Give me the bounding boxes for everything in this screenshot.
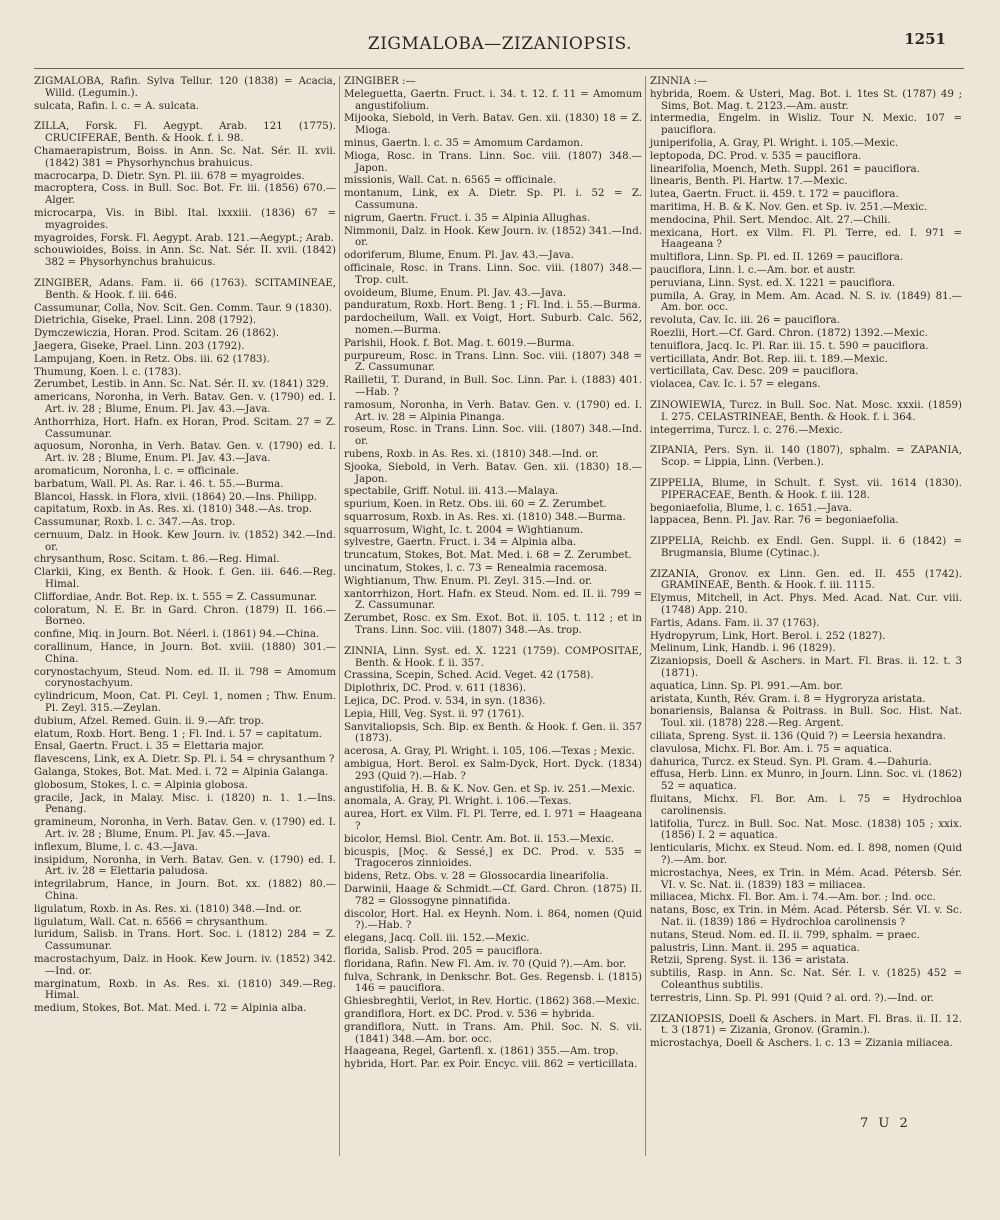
section-gap: [650, 561, 962, 569]
index-entry: Lampujang, Koen. in Retz. Obs. iii. 62 (1783).: [34, 353, 270, 365]
index-entry: ZINOWIEWIA, Turcz. in Bull. Soc. Nat. Mosc. xxxii. (1859) I. 275. CELASTRINEAE, Benth. & Hook. f. i. 364.: [650, 399, 962, 423]
index-entry: flavescens, Link, ex A. Dietr. Sp. Pl. i. 54 = chrysanthum ?: [34, 754, 335, 766]
index-entry: montanum, Link, ex A. Dietr. Sp. Pl. i. 52 = Z. Cassumuna.: [344, 188, 642, 211]
index-entry: Cassumunar, Roxb. l. c. 347.—As. trop.: [34, 517, 236, 529]
index-entry: corallinum, Hance, in Journ. Bot. xviii. (1880) 301.—China.: [34, 642, 336, 665]
index-entry: hybrida, Roem. & Usteri, Mag. Bot. i. 1tes St. (1787) 49 ; Sims, Bot. Mag. t. 2123.—Am. austr.: [650, 88, 962, 112]
column-divider: [339, 76, 340, 1156]
index-entry: fulva, Schrank, in Denkschr. Bot. Ges. Regensb. i. (1815) 146 = pauciflora.: [344, 971, 642, 995]
index-entry: americans, Noronha, in Verh. Batav. Gen. v. (1790) ed. I. Art. iv. 28 ; Blume, Enum. Pl. Jav. 43.—Java.: [34, 392, 336, 415]
index-entry: Zerumbet, Rosc. ex Sm. Exot. Bot. ii. 105. t. 112 ; et in Trans. Linn. Soc. viii. (1807) 348.—As. trop.: [344, 613, 642, 637]
index-entry: anomala, A. Gray, Pl. Wright. i. 106.—Texas.: [344, 796, 572, 808]
index-entry: microstachya, Doell & Aschers. l. c. 13 = Zizania miliacea.: [650, 1038, 953, 1050]
index-entry: officinale, Rosc. in Trans. Linn. Soc. viii. (1807) 348.—Trop. cult.: [344, 262, 642, 286]
index-entry: Lejica, DC. Prod. v. 534, in syn. (1836).: [344, 696, 546, 708]
index-entry: ZINNIA, Linn. Syst. ed. X. 1221 (1759). COMPOSITAE, Benth. & Hook. f. ii. 357.: [344, 645, 642, 669]
index-entry: bidens, Retz. Obs. v. 28 = Glossocardia linearifolia.: [344, 871, 609, 883]
index-entry: Mijooka, Siebold, in Verh. Batav. Gen. xii. (1830) 18 = Z. Mioga.: [344, 113, 642, 137]
index-entry: palustris, Linn. Mant. ii. 295 = aquatica.: [650, 942, 860, 954]
index-entry: grandiflora, Nutt. in Trans. Am. Phil. Soc. N. S. vii. (1841) 348.—Am. bor. occ.: [344, 1021, 642, 1045]
index-entry: medium, Stokes, Bot. Mat. Med. i. 72 = Alpinia alba.: [34, 1003, 307, 1015]
index-entry: ZINGIBER :—: [344, 76, 416, 87]
index-entry: integerrima, Turcz. l. c. 276.—Mexic.: [650, 424, 843, 436]
index-entry: dubium, Afzel. Remed. Guin. ii. 9.—Afr. trop.: [34, 715, 264, 727]
index-entry: roseum, Rosc. in Trans. Linn. Soc. viii. (1807) 348.—Ind. or.: [344, 424, 642, 448]
index-entry: Sanvitaliopsis, Sch. Bip. ex Benth. & Hook. f. Gen. ii. 357 (1873).: [344, 721, 642, 745]
index-entry: microcarpa, Vis. in Bibl. Ital. lxxxiii. (1836) 67 = myagroides.: [34, 207, 336, 231]
index-entry: Zerumbet, Lestib. in Ann. Sc. Nat. Sér. II. xv. (1841) 329.: [34, 379, 329, 391]
index-entry: lappacea, Benn. Pl. Jav. Rar. 76 = begoniaefolia.: [650, 515, 899, 527]
section-gap: [344, 638, 642, 646]
index-entry: Jaegera, Giseke, Prael. Linn. 203 (1792).: [34, 340, 245, 352]
index-entry: linearis, Benth. Pl. Hartw. 17.—Mexic.: [650, 176, 848, 188]
index-entry: ZIZANIA, Gronov. ex Linn. Gen. ed. II. 455 (1742). GRAMINEAE, Benth. & Hook. f. iii. 1115.: [650, 568, 962, 592]
index-entry: elatum, Roxb. Hort. Beng. 1 ; Fl. Ind. i. 57 = capitatum.: [34, 728, 323, 740]
index-entry: florida, Salisb. Prod. 205 = pauciflora.: [344, 945, 543, 957]
signature-mark: 7 U 2: [860, 1116, 911, 1131]
index-entry: mexicana, Hort. ex Vilm. Fl. Pl. Terre, ed. I. 971 = Haageana ?: [650, 227, 962, 251]
index-entry: ZIGMALOBA, Rafin. Sylva Tellur. 120 (1838) = Acacia, Willd. (Legumin.).: [34, 76, 336, 99]
index-entry: Dietrichia, Giseke, Prael. Linn. 208 (1792).: [34, 315, 257, 327]
index-entry: pumila, A. Gray, in Mem. Am. Acad. N. S. iv. (1849) 81.—Am. bor. occ.: [650, 290, 962, 314]
index-entry: macroptera, Coss. in Bull. Soc. Bot. Fr. iii. (1856) 670.—Alger.: [34, 183, 336, 207]
index-entry: ZINNIA :—: [650, 76, 708, 87]
index-entry: Blancoi, Hassk. in Flora, xlvii. (1864) 20.—Ins. Philipp.: [34, 491, 317, 503]
text-column-right: [650, 76, 962, 1051]
index-entry: chrysanthum, Rosc. Scitam. t. 86.—Reg. Himal.: [34, 554, 280, 566]
index-entry: odoriferum, Blume, Enum. Pl. Jav. 43.—Java.: [344, 250, 574, 262]
index-entry: intermedia, Engelm. in Wisliz. Tour N. Mexic. 107 = pauciflora.: [650, 113, 962, 137]
index-entry: bicolor, Hemsl. Biol. Centr. Am. Bot. ii. 153.—Mexic.: [344, 833, 615, 845]
index-entry: Ensal, Gaertn. Fruct. i. 35 = Elettaria major.: [34, 741, 265, 753]
index-entry: ZINGIBER, Adans. Fam. ii. 66 (1763). SCITAMINEAE, Benth. & Hook. f. iii. 646.: [34, 277, 336, 301]
index-entry: multiflora, Linn. Sp. Pl. ed. II. 1269 = pauciflora.: [650, 252, 904, 264]
index-entry: maritima, H. B. & K. Nov. Gen. et Sp. iv. 251.—Mexic.: [650, 201, 928, 213]
index-entry: Cliffordiae, Andr. Bot. Rep. ix. t. 555 = Z. Cassumunar.: [34, 591, 318, 603]
index-entry: marginatum, Roxb. in As. Res. xi. (1810) 349.—Reg. Himal.: [34, 978, 336, 1002]
index-entry: pardocheilum, Wall. ex Voigt, Hort. Suburb. Calc. 562, nomen.—Burma.: [344, 313, 642, 336]
index-entry: revoluta, Cav. Ic. iii. 26 = pauciflora.: [650, 315, 840, 327]
index-entry: xantorrhizon, Hort. Hafn. ex Steud. Nom. ed. II. ii. 799 = Z. Cassumunar.: [344, 588, 642, 612]
index-entry: Lepia, Hill, Veg. Syst. ii. 97 (1761).: [344, 708, 525, 720]
index-entry: Retzii, Spreng. Syst. ii. 136 = aristata.: [650, 955, 850, 967]
index-entry: microstachya, Nees, ex Trin. in Mém. Acad. Pétersb. Sér. VI. v. Sc. Nat. ii. (1839) 183 = miliacea.: [650, 867, 962, 891]
index-entry: fluitans, Michx. Fl. Bor. Am. i. 75 = Hydrochloa carolinensis.: [650, 794, 962, 817]
index-entry: gracile, Jack, in Malay. Misc. i. (1820) n. 1. 1.—Ins. Penang.: [34, 792, 336, 816]
index-entry: Chamaerapistrum, Boiss. in Ann. Sc. Nat. Sér. II. xvii. (1842) 381 = Physorhynchus brahuicus.: [34, 145, 336, 169]
index-entry: ligulatum, Roxb. in As. Res. xi. (1810) 348.—Ind. or.: [34, 903, 302, 915]
index-entry: Darwinii, Haage & Schmidt.—Cf. Gard. Chron. (1875) II. 782 = Glossogyne pinnatifida.: [344, 884, 642, 907]
running-head: ZIGMALOBA—ZIZANIOPSIS.: [367, 34, 633, 54]
section-gap: [650, 470, 962, 478]
index-entry: discolor, Hort. Hal. ex Heynh. Nom. i. 864, nomen (Quid ?).—Hab. ?: [344, 908, 642, 932]
index-entry: ovoideum, Blume, Enum. Pl. Jav. 43.—Java.: [344, 287, 567, 299]
index-entry: myagroides, Forsk. Fl. Aegypt. Arab. 121.—Aegypt.; Arab.: [34, 232, 334, 244]
index-entry: Wightianum, Thw. Enum. Pl. Zeyl. 315.—Ind. or.: [344, 575, 593, 587]
section-gap: [34, 270, 336, 278]
index-entry: tenuiflora, Jacq. Ic. Pl. Rar. iii. 15. t. 590 = pauciflora.: [650, 340, 929, 352]
index-entry: hybrida, Hort. Par. ex Poir. Encyc. viii. 862 = verticillata.: [344, 1059, 638, 1071]
index-entry: aurea, Hort. ex Vilm. Fl. Pl. Terre, ed. I. 971 = Haageana ?: [344, 809, 642, 833]
index-entry: capitatum, Roxb. in As. Res. xi. (1810) 348.—As. trop.: [34, 504, 312, 516]
index-entry: confine, Miq. in Journ. Bot. Néerl. i. (1861) 94.—China.: [34, 629, 320, 641]
index-entry: macrostachyum, Dalz. in Hook. Kew Journ. iv. (1852) 342.—Ind. or.: [34, 953, 336, 977]
index-entry: cernuum, Dalz. in Hook. Kew Journ. iv. (1852) 342.—Ind. or.: [34, 529, 336, 553]
index-entry: bonariensis, Balansa & Poitrass. in Bull. Soc. Hist. Nat. Toul. xii. (1878) 228.—Reg. Argent.: [650, 706, 962, 730]
index-entry: ramosum, Noronha, in Verh. Batav. Gen. v. (1790) ed. I. Art. iv. 28 = Alpinia Pinanga.: [344, 399, 642, 423]
index-entry: angustifolia, H. B. & K. Nov. Gen. et Sp. iv. 251.—Mexic.: [344, 783, 636, 795]
index-entry: integrilabrum, Hance, in Journ. Bot. xx. (1882) 80.—China.: [34, 879, 336, 902]
index-entry: floridana, Rafin. New Fl. Am. iv. 70 (Quid ?).—Am. bor.: [344, 958, 627, 970]
index-entry: subtilis, Rasp. in Ann. Sc. Nat. Sér. I. v. (1825) 452 = Coleanthus subtilis.: [650, 968, 962, 991]
index-entry: Cassumunar, Colla, Nov. Scit. Gen. Comm. Taur. 9 (1830).: [34, 302, 333, 314]
index-entry: Nimmonii, Dalz. in Hook. Kew Journ. iv. (1852) 341.—Ind. or.: [344, 225, 643, 249]
index-entry: begoniaefolia, Blume, l. c. 1651.—Java.: [650, 502, 853, 514]
index-entry: effusa, Herb. Linn. ex Munro, in Journ. Linn. Soc. vi. (1862) 52 = aquatica.: [650, 769, 962, 793]
header-rule: [34, 68, 964, 69]
index-entry: miliacea, Michx. Fl. Bor. Am. i. 74.—Am. bor. ; Ind. occ.: [650, 892, 936, 904]
text-column-left: [34, 76, 336, 1016]
index-entry: terrestris, Linn. Sp. Pl. 991 (Quid ? al. ord. ?).—Ind. or.: [650, 992, 934, 1004]
index-entry: aromaticum, Noronha, l. c. = officinale.: [34, 465, 239, 477]
index-entry: Hydropyrum, Link, Hort. Berol. i. 252 (1827).: [650, 630, 886, 642]
index-entry: luridum, Salisb. in Trans. Hort. Soc. i. (1812) 284 = Z. Cassumunar.: [34, 929, 336, 953]
section-gap: [650, 392, 962, 400]
index-entry: elegans, Jacq. Coll. iii. 152.—Mexic.: [344, 933, 530, 945]
index-entry: pauciflora, Linn. l. c.—Am. bor. et austr.: [650, 264, 856, 276]
index-entry: aquatica, Linn. Sp. Pl. 991.—Am. bor.: [650, 680, 844, 692]
index-entry: Dymczewiczia, Horan. Prod. Scitam. 26 (1862).: [34, 328, 279, 340]
index-entry: ZIPANIA, Pers. Syn. ii. 140 (1807), sphalm. = ZAPANIA, Scop. = Lippia, Linn. (Verben.).: [650, 445, 962, 469]
index-entry: sulcata, Rafin. l. c. = A. sulcata.: [34, 100, 200, 112]
index-entry: Meleguetta, Gaertn. Fruct. i. 34. t. 12. f. 11 = Amomum angustifolium.: [344, 88, 642, 112]
index-entry: bicuspis, [Moç. & Sessé,] ex DC. Prod. v. 535 = Tragoceros zinnioides.: [344, 846, 642, 870]
index-entry: verticillata, Cav. Desc. 209 = pauciflora.: [650, 366, 859, 378]
index-entry: ciliata, Spreng. Syst. ii. 136 (Quid ?) = Leersia hexandra.: [650, 731, 946, 743]
index-entry: truncatum, Stokes, Bot. Mat. Med. i. 68 = Z. Zerumbet.: [344, 550, 632, 562]
index-entry: Elymus, Mitchell, in Act. Phys. Med. Acad. Nat. Cur. viii. (1748) App. 210.: [650, 593, 962, 617]
index-entry: mendocina, Phil. Sert. Mendoc. Alt. 27.—Chili.: [650, 214, 891, 226]
index-entry: Thumung, Koen. l. c. (1783).: [34, 366, 182, 378]
index-entry: gramineum, Noronha, in Verh. Batav. Gen. v. (1790) ed. I. Art. iv. 28 ; Blume, Enum. Pl. Jav. 45.—Java.: [34, 817, 336, 841]
index-entry: Ghiesbreghtii, Verlot, in Rev. Hortic. (1862) 368.—Mexic.: [344, 996, 640, 1008]
page-number: 1251: [904, 30, 946, 48]
index-entry: globosum, Stokes, l. c. = Alpinia globosa.: [34, 779, 248, 791]
index-entry: barbatum, Wall. Pl. As. Rar. i. 46. t. 55.—Burma.: [34, 478, 284, 490]
index-entry: ambigua, Hort. Berol. ex Salm-Dyck, Hort. Dyck. (1834) 293 (Quid ?).—Hab. ?: [344, 759, 642, 782]
index-entry: Roezlii, Hort.—Cf. Gard. Chron. (1872) 1392.—Mexic.: [650, 327, 928, 339]
index-entry: Clarkii, King, ex Benth. & Hook. f. Gen. iii. 646.—Reg. Himal.: [34, 567, 336, 591]
index-entry: aristata, Kunth, Rév. Gram. i. 8 = Hygroryza aristata.: [650, 693, 926, 705]
index-entry: macrocarpa, D. Dietr. Syn. Pl. iii. 678 = myagroides.: [34, 170, 305, 182]
index-entry: minus, Gaertn. l. c. 35 = Amomum Cardamon.: [344, 137, 584, 149]
index-entry: Crassina, Scepin, Sched. Acid. Veget. 42 (1758).: [344, 670, 594, 682]
index-entry: aquosum, Noronha, in Verh. Batav. Gen. v. (1790) ed. I. Art. iv. 28 ; Blume, Enum. Pl. Jav. 43.—Java.: [34, 441, 336, 465]
index-entry: violacea, Cav. Ic. i. 57 = elegans.: [650, 379, 821, 391]
index-entry: Parishii, Hook. f. Bot. Mag. t. 6019.—Burma.: [344, 337, 575, 349]
section-gap: [650, 528, 962, 536]
index-entry: squarrosum, Roxb. in As. Res. xi. (1810) 348.—Burma.: [344, 511, 626, 523]
index-entry: Zizaniopsis, Doell & Aschers. in Mart. Fl. Bras. ii. 12. t. 3 (1871).: [650, 656, 962, 680]
index-entry: nutans, Steud. Nom. ed. II. ii. 799, sphalm. = praec.: [650, 929, 920, 941]
index-entry: Haageana, Regel, Gartenfl. x. (1861) 355.—Am. trop.: [344, 1046, 619, 1058]
index-entry: verticillata, Andr. Bot. Rep. iii. t. 189.—Mexic.: [650, 353, 888, 365]
section-gap: [650, 1006, 962, 1014]
index-entry: peruviana, Linn. Syst. ed. X. 1221 = pauciflora.: [650, 277, 896, 289]
index-entry: grandiflora, Hort. ex DC. Prod. v. 536 = hybrida.: [344, 1008, 595, 1020]
index-entry: Melinum, Link, Handb. i. 96 (1829).: [650, 643, 836, 655]
index-entry: Fartis, Adans. Fam. ii. 37 (1763).: [650, 617, 820, 629]
index-entry: Sjooka, Siebold, in Verh. Batav. Gen. xii. (1830) 18.—Japon.: [344, 461, 642, 485]
index-entry: panduratum, Roxb. Hort. Beng. 1 ; Fl. Ind. i. 55.—Burma.: [344, 300, 641, 312]
index-entry: schouwioides, Boiss. in Ann. Sc. Nat. Sér. II. xvii. (1842) 382 = Physorhynchus brahuicus.: [34, 245, 336, 269]
index-entry: sylvestre, Gaertn. Fruct. i. 34 = Alpinia alba.: [344, 537, 577, 549]
index-entry: leptopoda, DC. Prod. v. 535 = pauciflora.: [650, 150, 862, 162]
index-entry: latifolia, Turcz. in Bull. Soc. Nat. Mosc. (1838) 105 ; xxix. (1856) I. 2 = aquatica.: [650, 818, 962, 842]
index-entry: ligulatum, Wall. Cat. n. 6566 = chrysanthum.: [34, 916, 268, 928]
index-entry: cylindricum, Moon, Cat. Pl. Ceyl. 1, nomen ; Thw. Enum. Pl. Zeyl. 315.—Zeylan.: [34, 691, 336, 715]
index-entry: Anthorrhiza, Hort. Hafn. ex Horan, Prod. Scitam. 27 = Z. Cassumunar.: [34, 416, 336, 440]
index-entry: ZIZANIOPSIS, Doell & Aschers. in Mart. Fl. Bras. ii. II. 12. t. 3 (1871) = Zizania, Gronov. (Gramin.).: [650, 1013, 962, 1037]
index-entry: uncinatum, Stokes, l. c. 73 = Renealmia racemosa.: [344, 563, 608, 575]
index-entry: corynostachyum, Steud. Nom. ed. II. ii. 798 = Amomum corynostachyum.: [34, 666, 336, 690]
index-entry: linearifolia, Moench, Meth. Suppl. 261 = pauciflora.: [650, 163, 920, 175]
index-entry: missionis, Wall. Cat. n. 6565 = officinale.: [344, 175, 557, 187]
index-entry: Diplothrix, DC. Prod. v. 611 (1836).: [344, 683, 527, 695]
index-entry: rubens, Roxb. in As. Res. xi. (1810) 348.—Ind. or.: [344, 448, 599, 460]
index-entry: clavulosa, Michx. Fl. Bor. Am. i. 75 = aquatica.: [650, 743, 893, 755]
index-entry: insipidum, Noronha, in Verh. Batav. Gen. v. (1790) ed. I. Art. iv. 28 = Elettaria paludosa.: [34, 854, 336, 878]
index-entry: juniperifolia, A. Gray, Pl. Wright. i. 105.—Mexic.: [650, 137, 899, 149]
index-entry: lutea, Gaertn. Fruct. ii. 459. t. 172 = pauciflora.: [650, 189, 899, 201]
index-entry: coloratum, N. E. Br. in Gard. Chron. (1879) II. 166.—Borneo.: [34, 604, 336, 628]
index-entry: Railletii, T. Durand, in Bull. Soc. Linn. Par. i. (1883) 401.—Hab. ?: [344, 375, 642, 398]
index-entry: squarrosum, Wight, Ic. t. 2004 = Wightianum.: [344, 524, 584, 536]
index-entry: purpureum, Rosc. in Trans. Linn. Soc. viii. (1807) 348 = Z. Cassumunar.: [344, 350, 642, 374]
index-entry: Mioga, Rosc. in Trans. Linn. Soc. viii. (1807) 348.—Japon.: [344, 150, 642, 174]
index-entry: ZILLA, Forsk. Fl. Aegypt. Arab. 121 (1775). CRUCIFERAE, Benth. & Hook. f. i. 98.: [34, 121, 336, 145]
index-entry: nigrum, Gaertn. Fruct. i. 35 = Alpinia Allughas.: [344, 212, 591, 224]
index-entry: natans, Bosc, ex Trin. in Mém. Acad. Pétersb. Sér. VI. v. Sc. Nat. ii. (1839) 186 = Hydrochloa carolinensis ?: [650, 905, 962, 928]
index-entry: ZIPPELIA, Reichb. ex Endl. Gen. Suppl. ii. 6 (1842) = Brugmansia, Blume (Cytinac.).: [650, 536, 962, 559]
index-entry: spurium, Koen. in Retz. Obs. iii. 60 = Z. Zerumbet.: [344, 499, 607, 511]
index-entry: inflexum, Blume, l. c. 43.—Java.: [34, 841, 199, 853]
index-entry: spectabile, Griff. Notul. iii. 413.—Malaya.: [344, 486, 559, 498]
index-entry: ZIPPELIA, Blume, in Schult. f. Syst. vii. 1614 (1830). PIPERACEAE, Benth. & Hook. f. iii. 128.: [650, 477, 962, 501]
index-entry: lenticularis, Michx. ex Steud. Nom. ed. I. 898, nomen (Quid ?).—Am. bor.: [650, 843, 962, 867]
column-divider: [645, 76, 646, 1156]
index-entry: acerosa, A. Gray, Pl. Wright. i. 105, 106.—Texas ; Mexic.: [344, 746, 635, 758]
index-entry: Galanga, Stokes, Bot. Mat. Med. i. 72 = Alpinia Galanga.: [34, 767, 329, 779]
index-entry: dahurica, Turcz. ex Steud. Syn. Pl. Gram. 4.—Dahuria.: [650, 756, 932, 768]
text-column-middle: [344, 76, 642, 1072]
